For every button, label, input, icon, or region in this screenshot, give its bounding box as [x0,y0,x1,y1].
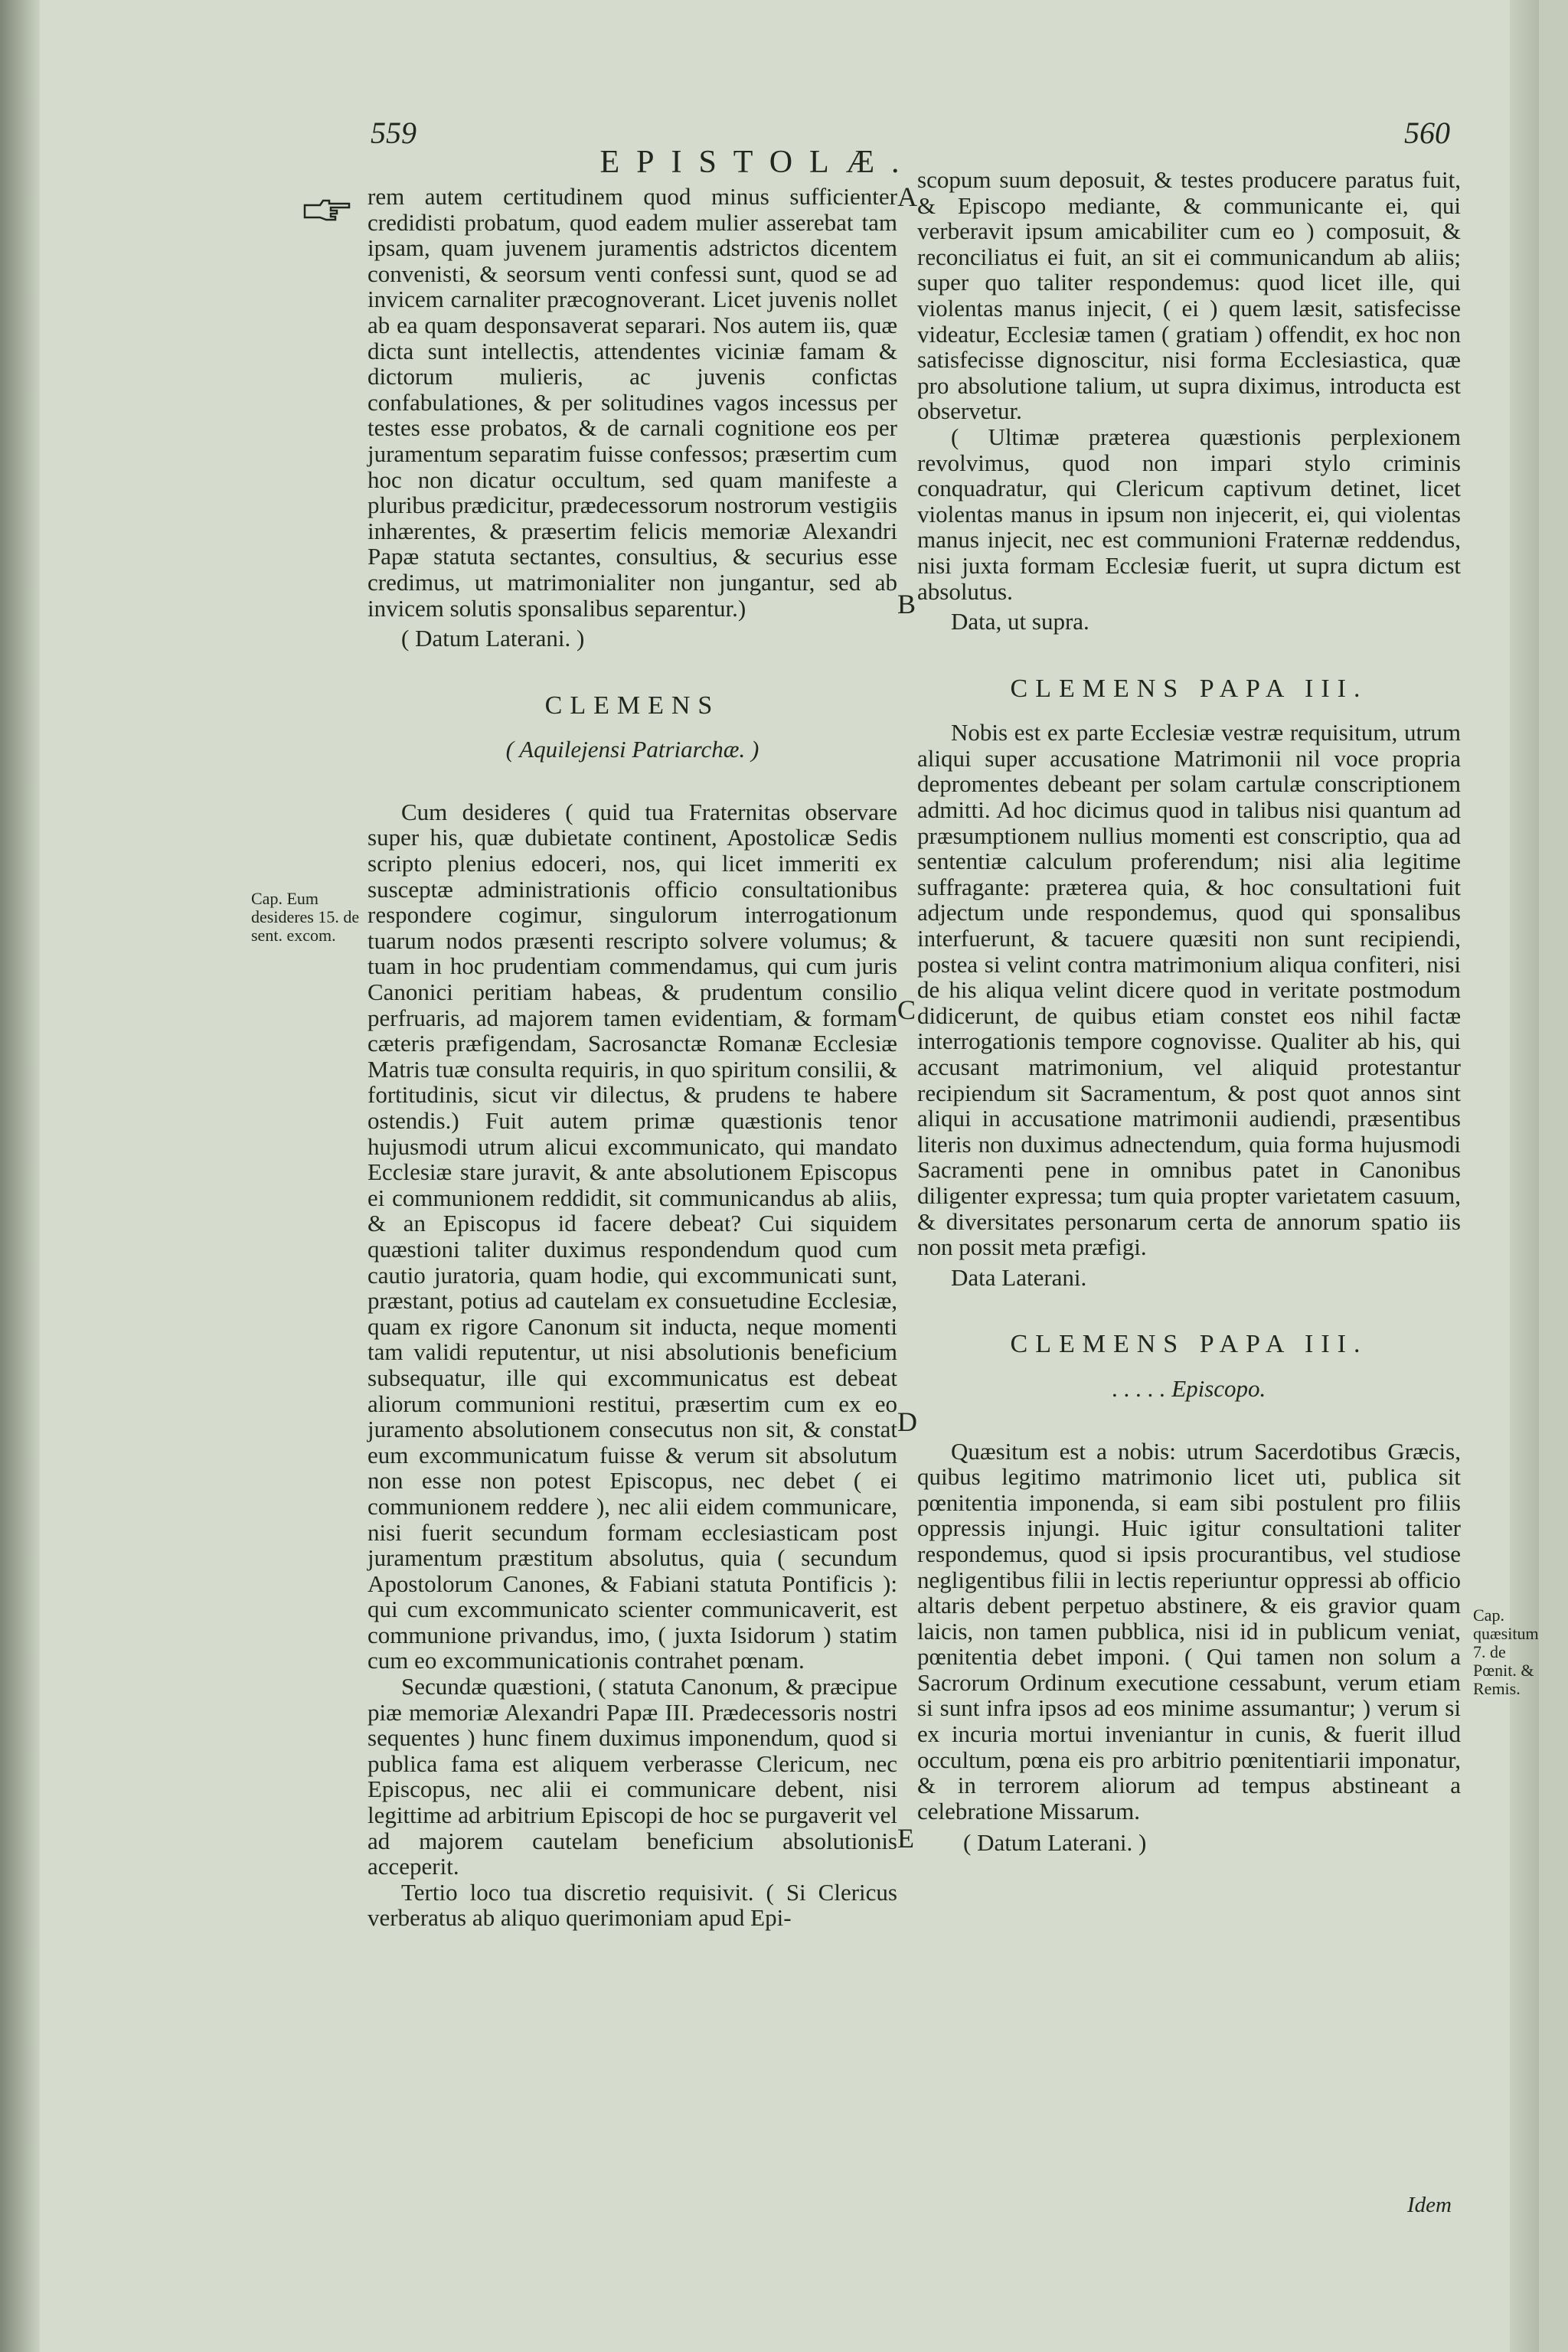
left-paragraph-2: Cum desideres ( quid tua Fraternitas observare super his, quæ dubietate continent, Apostolicæ Sedis scripto plenius edoceri, nos, qui licet immeriti ex susceptæ administrationis officio consultationibus respondere cogimur, singulorum interrogationum tuarum nodos præsenti rescripto solvere volumus; & tuam in hoc prudentiam commendamus, qui cum juris Canonici peritiam habeas, & prudentum consilio perfruaris, ad majorem tamen evidentiam, & formam cæteris præfigendam, Sacrosanctæ Romanæ Ecclesiæ Matris tuæ consulta requiris, in quo spiritum consilii, & fortitudinis, sicut vir dilectus, & prudens te habere ostendis.) Fuit autem primæ quæstionis tenor hujusmodi utrum alicui excommunicato, qui mandato Ecclesiæ stare juravit, & ante absolutionem Episcopus ei communionem reddidit, sit communicandus ab aliis, & an Episcopus id facere debeat? Cui siquidem quæstioni taliter duximus respondendum quod cum cautio juratoria, quam hodie, qui excommunicati sunt, præstant, potius ad cautelam ex consuetudine Ecclesiæ, quam ex rigore Canonum sit inducta, neque momenti tam validi reputentur, ut nisi absolutionis beneficium subsequatur, ille qui excommunicatus est debeat aliorum communioni restitui, præsertim cum ex eo juramento absolutionem consecutus non sit, & constat eum excommunicatum fuisse & verum sit absolutum non esse non potest Episcopus, nec debet ( ei communionem reddere ), nec alii eidem communicare, nisi fuerit secundum formam ecclesiasticam post juramentum præstitum absolutus, quia ( secundum Apostolorum Canones, & Fabiani statuta Pontificis ): qui cum excommunicato scienter communicaverit, est communione privandus, imo, ( juxta Isidorum ) statim cum eo excommunicationis contrahet pœnam. [368,798,897,1674]
right-paragraph-4: Quæsitum est a nobis: utrum Sacerdotibus Græcis, quibus legitimo matrimonio licet uti, publica sit pœnitentia imponenda, si eam sibi postulent pro filiis oppressis injungi. Huic igitur consultationi taliter respondemus, quod si ipsis procurantibus, vel studiose negligentibus filii in lectis reperiuntur oppressi ab officio altaris debent perpetuo abstinere, & eis gravior quam laicis, non tamen pubblica, nisi id in publicum veniat, pœnitentia debet imponi. ( Qui tamen non solum a Sacrorum Ordinum executione cessabunt, verum etiam si sunt infra ipsos ad eos minime assumantur; ) verum si ex incuria mortui inveniantur in cunis, & fuerit illud occultum, pœna eis pro arbitrio pœnitentiarii imponatur, & in terrorem aliorum ad tempus abstineant a celebratione Missarum. [917,1437,1461,1824]
page-number-right: 560 [1404,116,1450,150]
margin-note-left: Cap. Eum desideres 15. de sent. excom. [251,889,360,945]
margin-note-right: Cap. quæsitum 7. de Pœnit. & Remis. [1473,1606,1539,1698]
section-marker-d: D [897,1406,917,1437]
section-marker-e: E [897,1823,914,1854]
dated-line: Data, ut supra. [951,608,1089,635]
dated-line: Data Laterani. [951,1263,1087,1291]
section-marker-c: C [897,995,916,1025]
section-subheading: ( Aquilejensi Patriarchæ. ) [505,736,760,763]
right-paragraph-2: ( Ultimæ præterea quæstionis perplexionem revolvimus, quod non impari stylo criminis conquadratur, qui Clericum captivum detinet, licet violentas manus in ipsum non injecerit, ei, qui violentas manus injecit, nec est communioni Fraternæ reddendus, nisi juxta formam Ecclesiæ fuerit, ut supra dictum est absolutus. [917,423,1461,605]
page-edge [1510,0,1539,2352]
section-marker-b: B [897,589,916,619]
dated-line: ( Datum Laterani. ) [401,625,585,652]
section-marker-a: A [897,181,917,212]
dated-line: ( Datum Laterani. ) [963,1829,1147,1857]
section-subheading: . . . . . Episcopo. [1112,1374,1266,1402]
catchword: Idem [1407,2193,1452,2217]
left-paragraph-4: Tertio loco tua discretio requisivit. ( Si Clericus verberatus ab aliquo querimoniam apud Epi- [368,1878,897,1932]
section-heading: CLEMENS PAPA III. [1010,1330,1368,1359]
section-heading: CLEMENS [544,691,720,720]
binding-gutter [0,0,40,2352]
right-column [917,167,1461,1856]
left-column [368,184,897,1931]
right-paragraph-3: Nobis est ex parte Ecclesiæ vestræ requisitum, utrum aliqui super accusatione Matrimonii nil voce propria depromentes debeant per solam cartulæ conscriptionem admitti. Ad hoc dicimus quod in talibus nisi quantum ad præsumptionem nullius momenti est conscriptio, qua ad sententiæ calculum proferendum; nisi alia legitime suffragante: præterea quia, & hoc consultationi fuit adjectum unde respondemus, quod qui sponsalibus interfuerunt, & tacuere quæsiti non sunt recipiendi, postea si velint contra matrimonium aliqua confiteri, nisi de his aliqua velint dicere quod in veritate postmodum didicerunt, de quibus etiam constet eos nihil factæ interrogationis tempore cognovisse. Qualiter ab his, qui accusant matrimonium, vel aliquid protestantur recipiendum sit Sacramentum, & post quot annos sint aliqui in accusatione matrimonii audiendi, præsentibus literis non duximus adnectendum, quia forma hujusmodi Sacramenti pene in omnibus patet in Canonibus diligenter expressa; tum quia propter varietatem casuum, & diversitates personarum certa de annorum spatio iis non possit meta præfigi. [917,719,1461,1261]
running-title: EPISTOLÆ. [599,145,916,180]
page-number-left: 559 [371,116,416,150]
section-heading: CLEMENS PAPA III. [1010,674,1368,703]
left-paragraph-1: rem autem certitudinem quod minus sufficienter credidisti probatum, quod eadem mulier asserebat tam ipsam, quam juvenem juramentis adstrictos dicentem convenisti, & seorsum venti confessi sunt, quod se ad invicem carnaliter præcognoverant. Licet juvenis nollet ab ea quam desponsaverat separari. Nos autem iis, quæ dicta sunt intellectis, attendentes viciniæ famam & dictorum mulieris, ac juvenis confictas confabulationes, & per solitudines vagos incessus per testes esse probatos, & de carnali cognitione eos per juramentum separatim fuisse confessos; præsertim cum hoc non dicatur occultum, sed quam manifeste a pluribus prædicitur, prædecessorum nostrorum vestigiis inhærentes, & præsertim felicis memoriæ Alexandri Papæ statuta sectantes, consultius, & securius esse credimus, ut matrimonialiter non jungantur, sed ab invicem solutis sponsalibus separentur.) [368,183,897,622]
pointing-hand-icon [303,198,352,224]
right-paragraph-1: scopum suum deposuit, & testes producere paratus fuit, & Episcopo mediante, & communicante ei, qui verberavit ipsum amicabiliter cum eo ) composuit, & reconciliatus ei fuit, an sit ei communicandum ab aliis; super quo taliter respondemus: quod licet ille, qui violentas manus injecit, ( ei ) quem læsit, satisfecisse videatur, Ecclesiæ tamen ( gratiam ) offendit, ex hoc non satisfecisse dignoscitur, nisi forma Ecclesiastica, quæ pro absolutione talium, ut supra diximus, introducta est observetur. [917,166,1461,425]
left-paragraph-3: Secundæ quæstioni, ( statuta Canonum, & præcipue piæ memoriæ Alexandri Papæ III. Prædecessoris nostri sequentes ) hunc finem duximus imponendum, quod si publica fama est aliquem verberasse Clericum, nec Episcopus, nec alii ei communicare debent, nisi legittime ad arbitrium Episcopi de hoc se purgaverit vel ad majorem cautelam beneficium absolutionis acceperit. [368,1673,897,1880]
